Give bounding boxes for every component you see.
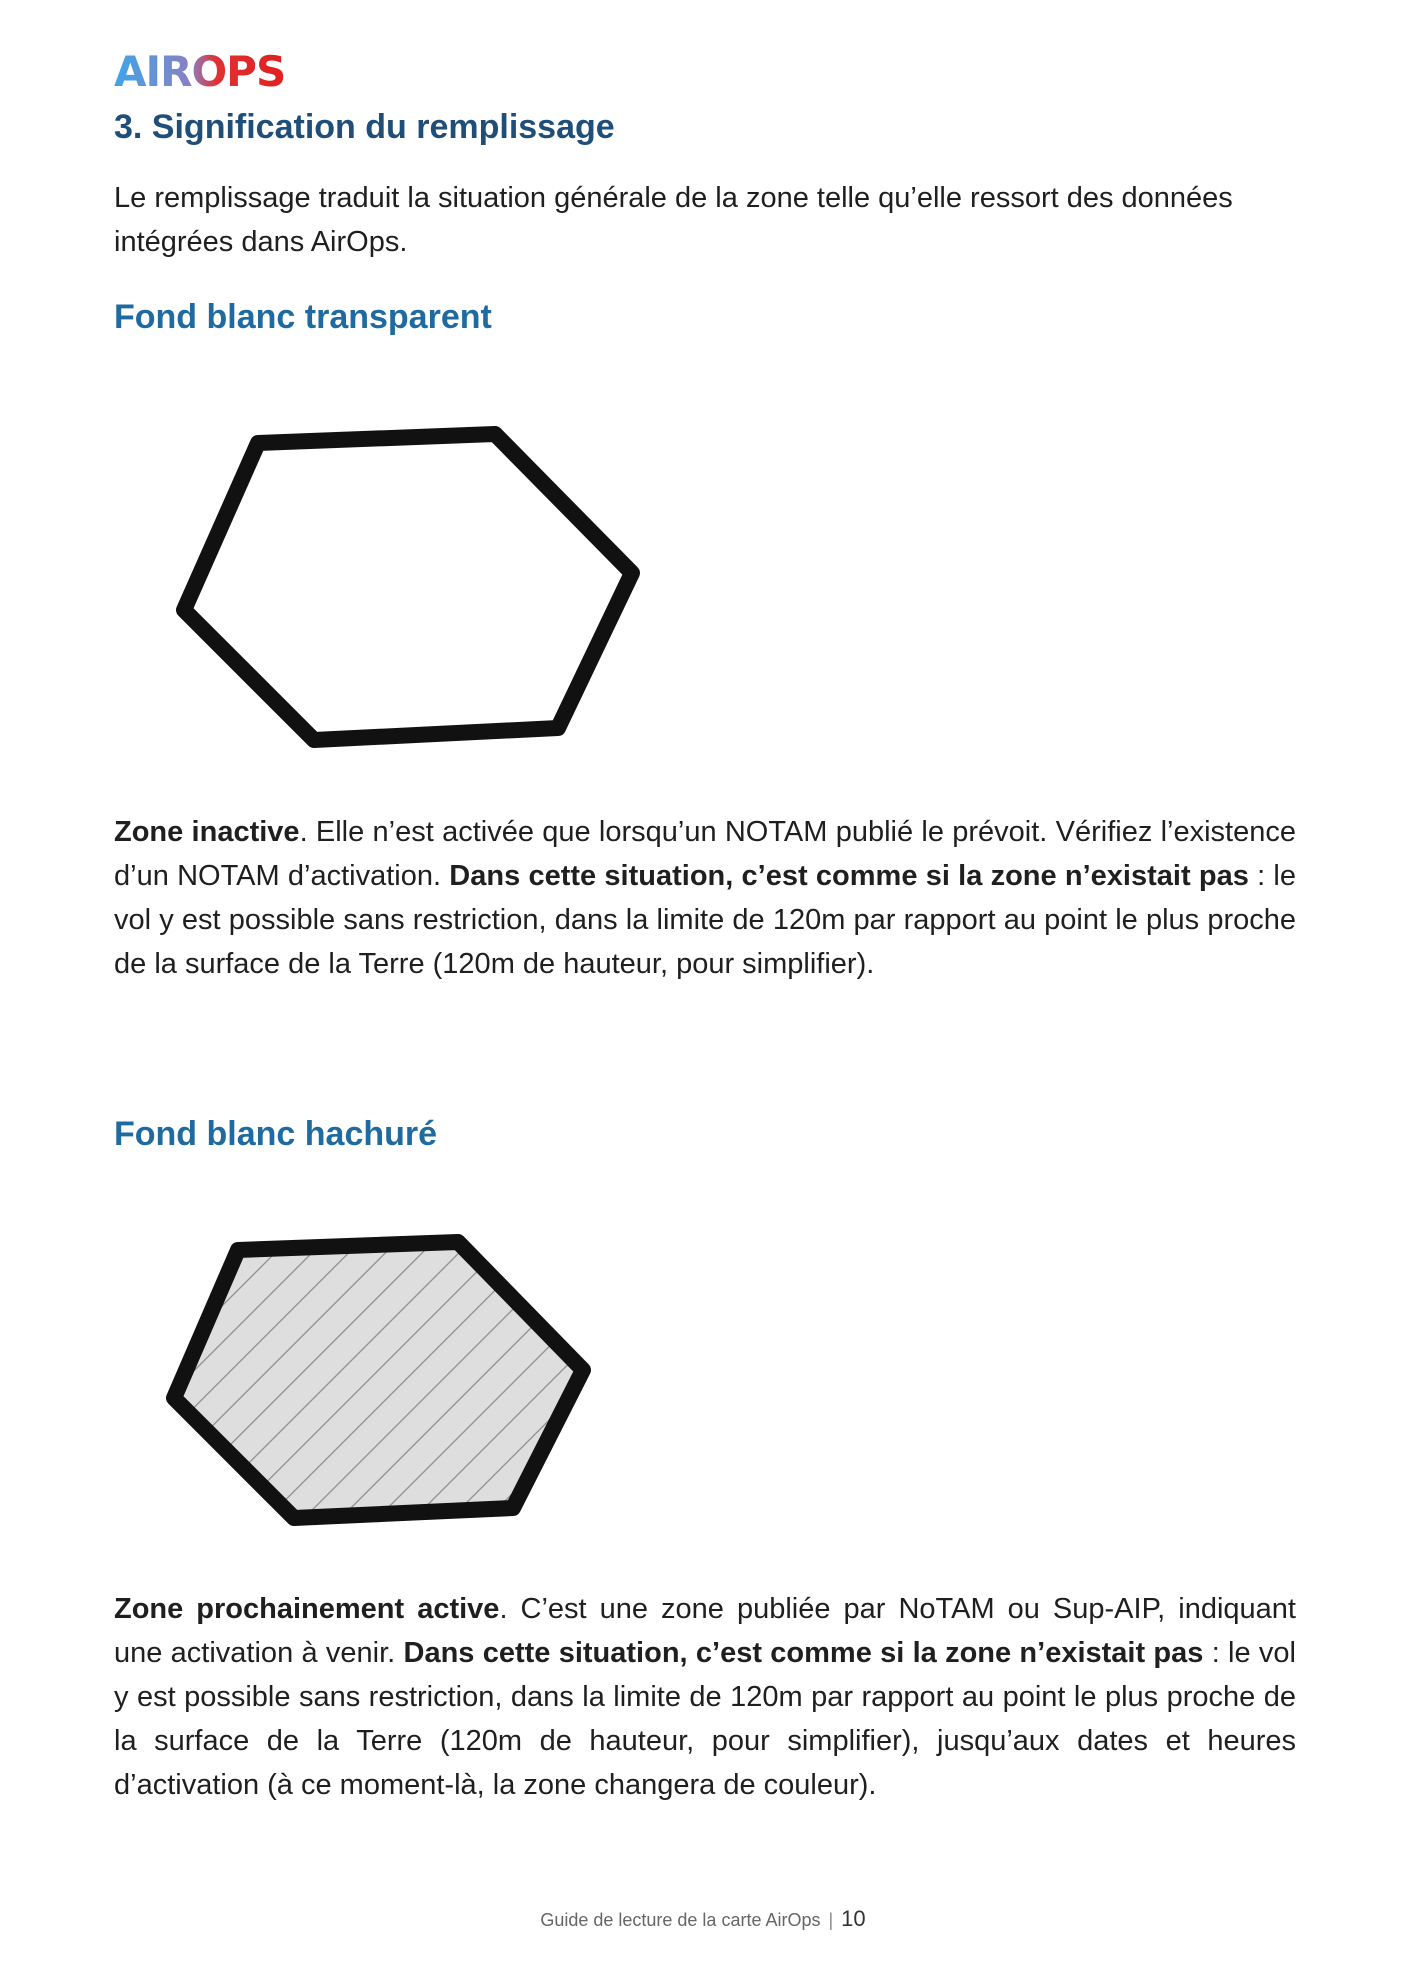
para-2-text-1: . C’est une zone publiée par NoTAM ou Sup-AIP, indiquant une activation à venir. <box>114 1593 1296 1669</box>
airops-logo <box>114 50 314 92</box>
para-2-bold-2: Dans cette situation, c’est comme si la zone n’existait pas <box>403 1637 1204 1669</box>
hexagon-transparent-shape <box>184 434 632 740</box>
heading-fond-blanc-transparent: Fond blanc transparent <box>114 298 492 336</box>
logo-text: AIROPS <box>114 50 286 92</box>
para-2-text-2: : le vol y est possible sans restriction, dans la limite de 120m par rapport au point le plus proche de la surface de la Terre (120m de hauteur, pour simplifier), jusqu’aux dates et heures d’activation (à ce moment-là, la zone changera de couleur). <box>114 1637 1296 1801</box>
para-1-text-2: : le vol y est possible sans restriction, dans la limite de 120m par rapport au point le plus proche de la surface de la Terre (120m de hauteur, pour simplifier). <box>114 860 1296 980</box>
para-1-bold-2: Dans cette situation, c’est comme si la zone n’existait pas <box>449 860 1249 892</box>
page-footer <box>0 1906 1406 1932</box>
para-1-bold-1: Zone inactive <box>114 816 300 848</box>
page-number: 10 <box>841 1906 866 1931</box>
para-1-text-1: . Elle n’est activée que lorsqu’un NOTAM publié le prévoit. Vérifiez l’existence d’un NOTAM d’activation. <box>114 816 1296 892</box>
hexagon-hatched-shape <box>174 1242 583 1518</box>
paragraph-zone-inactive <box>114 810 1296 986</box>
paragraph-zone-prochainement-active <box>114 1587 1296 1807</box>
para-2-bold-1: Zone prochainement active <box>114 1593 500 1625</box>
footer-separator: | <box>828 1910 834 1930</box>
heading-fond-blanc-hachure: Fond blanc hachuré <box>114 1115 438 1153</box>
section-intro: Le remplissage traduit la situation générale de la zone telle qu’elle ressort des données intégrées dans AirOps. <box>114 182 1233 258</box>
hexagon-hatched-figure <box>160 1220 600 1540</box>
footer-title: Guide de lecture de la carte AirOps <box>540 1910 821 1930</box>
hexagon-transparent-figure <box>170 410 660 760</box>
section-title: 3. Signification du remplissage <box>114 108 615 146</box>
